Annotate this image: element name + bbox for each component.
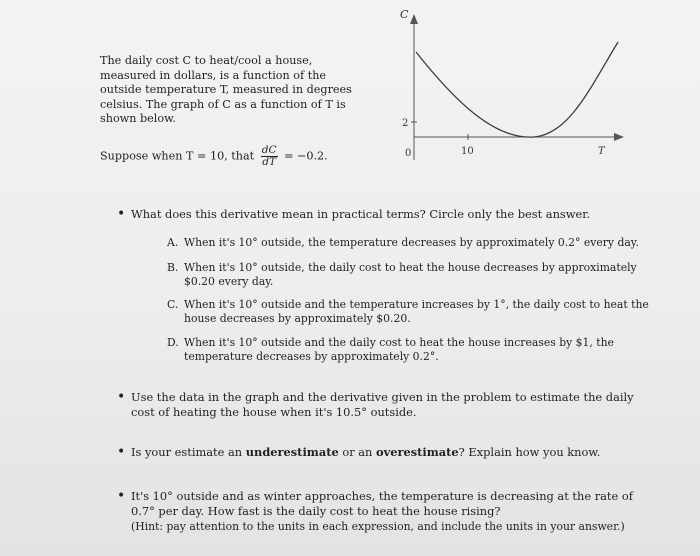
question-3-mid: or an (338, 445, 377, 459)
question-1-text: What does this derivative mean in practical terms? Circle only the best answer. (131, 207, 591, 221)
bullet-icon: • (117, 488, 126, 504)
question-3-prefix: Is your estimate an (131, 445, 246, 459)
y-axis-label: C (400, 8, 409, 21)
underestimate-term: underestimate (245, 445, 339, 459)
x-axis-label: T (598, 146, 605, 157)
x-axis-arrow (614, 133, 624, 141)
option-letter: D. (167, 336, 179, 349)
question-3-suffix: ? Explain how you know. (458, 445, 601, 459)
option-d[interactable] (167, 336, 654, 363)
option-text: When it's 10° outside, the daily cost to heat the house decreases by approximately $0.20 every day. (184, 261, 637, 288)
cost-curve (416, 42, 618, 137)
bullet-icon: • (117, 444, 126, 460)
option-b[interactable] (167, 261, 654, 288)
cost-temperature-graph (394, 0, 634, 175)
question-4 (117, 488, 641, 534)
fraction-denominator: dT (262, 156, 276, 168)
derivative-statement (100, 145, 328, 168)
suppose-suffix: = −0.2. (284, 149, 328, 163)
option-text: When it's 10° outside and the daily cost to heat the house increases by $1, the temperature decreases by approximately 0.2°. (184, 336, 614, 363)
question-3 (117, 444, 651, 460)
option-letter: C. (167, 298, 179, 311)
bullet-icon: • (117, 389, 126, 405)
option-text: When it's 10° outside, the temperature decreases by approximately 0.2° every day. (184, 236, 639, 249)
fraction-numerator: dC (261, 144, 277, 156)
option-letter: B. (167, 261, 179, 274)
option-c[interactable] (167, 298, 654, 325)
bullet-icon: • (117, 206, 126, 222)
question-2 (117, 389, 641, 420)
suppose-prefix: Suppose when T = 10, that (100, 149, 255, 163)
x-tick-label: 10 (461, 146, 474, 157)
option-letter: A. (167, 236, 179, 249)
option-text: When it's 10° outside and the temperature increases by 1°, the daily cost to heat the house decreases by approximately $0.20. (184, 298, 649, 325)
y-tick-label: 2 (402, 118, 409, 129)
origin-label: 0 (405, 148, 412, 159)
question-1 (117, 206, 651, 222)
overestimate-term: overestimate (376, 445, 459, 459)
y-axis-arrow (410, 14, 418, 24)
derivative-fraction (261, 145, 278, 168)
problem-intro: The daily cost C to heat/cool a house, measured in dollars, is a function of the outside temperature T, measured in degrees celsius. The graph of C as a function of T is shown below. (100, 54, 352, 126)
question-4-hint: (Hint: pay attention to the units in each expression, and include the units in your answer.) (131, 520, 625, 533)
option-a[interactable] (167, 236, 654, 250)
question-4-text: It's 10° outside and as winter approaches, the temperature is decreasing at the rate of 0.7° per day. How fast is the daily cost to heat the house rising? (131, 489, 633, 518)
question-2-text: Use the data in the graph and the derivative given in the problem to estimate the daily cost of heating the house when it's 10.5° outside. (131, 390, 634, 419)
